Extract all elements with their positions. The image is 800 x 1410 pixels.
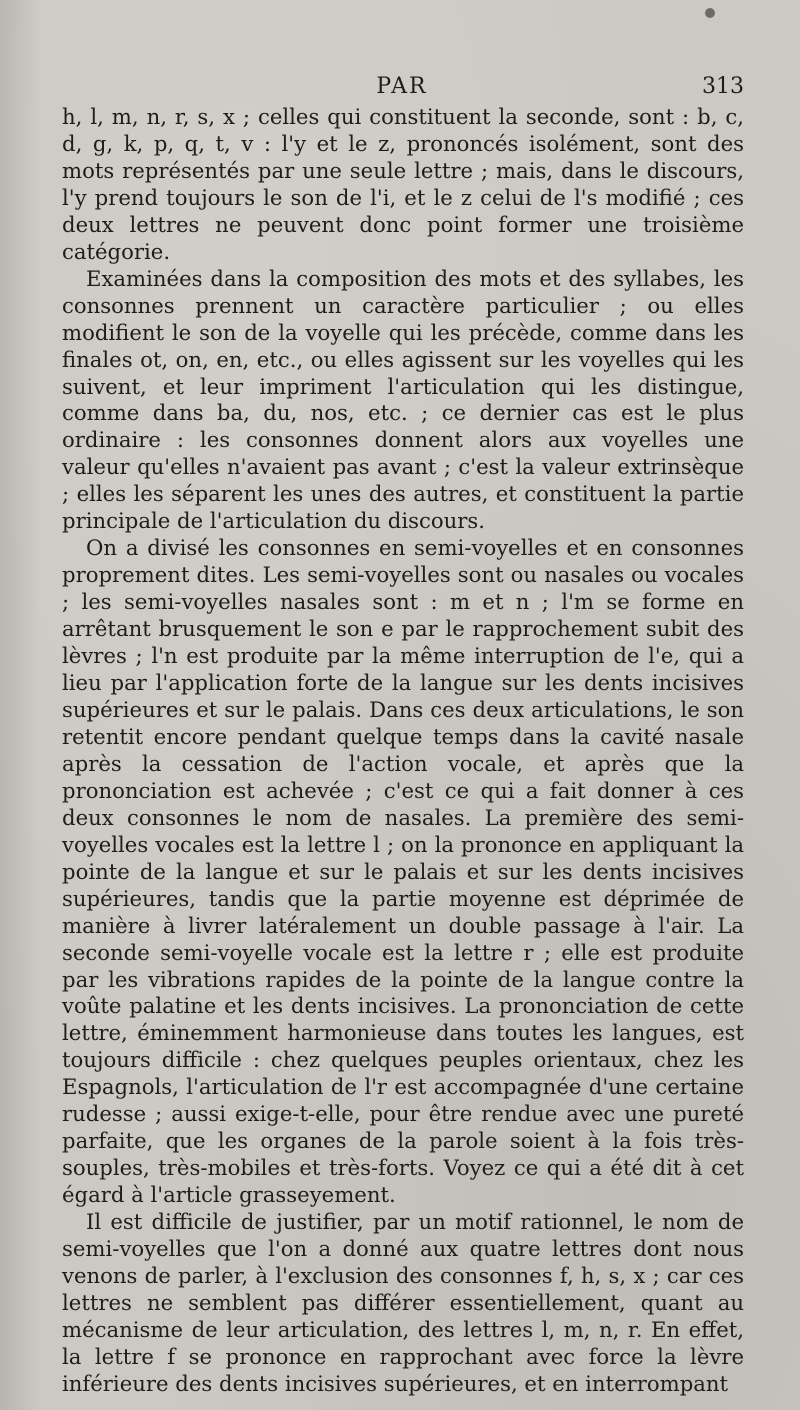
body-text	[62, 104, 744, 1398]
ink-spot	[705, 8, 715, 18]
page-edge-shadow	[0, 0, 40, 1410]
page-number: 313	[702, 74, 744, 99]
running-head	[60, 74, 744, 104]
paragraph-3: On a divisé les consonnes en semi-voyelles et en consonnes proprement dites. Les semi-voyelles sont ou nasales ou vocales ; les semi-voyelles nasales sont : m et n ; l'm se forme en arrêtant brusquement le son e par le rapprochement subit des lèvres ; l'n est produite par la même interruption de l'e, qui a lieu par l'application forte de la langue sur les dents incisives supérieures et sur le palais. Dans ces deux articulations, le son retentit encore pendant quelque temps dans la cavité nasale après la cessation de l'action vocale, et après que la prononciation est achevée ; c'est ce qui a fait donner à ces deux consonnes le nom de nasales. La première des semi-voyelles vocales est la lettre l ; on la prononce en appliquant la pointe de la langue et sur le palais et sur les dents incisives supérieures, tandis que la partie moyenne est déprimée de manière à livrer latéralement un double passage à l'air. La seconde semi-voyelle vocale est la lettre r ; elle est produite par les vibrations rapides de la pointe de la langue contre la voûte palatine et les dents incisives. La prononciation de cette lettre, éminemment harmonieuse dans toutes les langues, est toujours difficile : chez quelques peuples orientaux, chez les Espagnols, l'articulation de l'r est accompagnée d'une certaine rudesse ; aussi exige-t-elle, pour être rendue avec une pureté parfaite, que les organes de la parole soient à la fois très-souples, très-mobiles et très-forts. Voyez ce qui a été dit à cet égard à l'article grasseyement.	[62, 535, 744, 1208]
paragraph-1: h, l, m, n, r, s, x ; celles qui constituent la seconde, sont : b, c, d, g, k, p, q, t, v : l'y et le z, prononcés isolément, sont des mots représentés par une seule lettre ; mais, dans le discours, l'y prend toujours le son de l'i, et le z celui de l's modifié ; ces deux lettres ne peuvent donc point former une troisième catégorie.	[62, 104, 744, 264]
running-title: PAR	[376, 74, 428, 99]
paragraph-4: Il est difficile de justifier, par un motif rationnel, le nom de semi-voyelles que l'on a donné aux quatre lettres dont nous venons de parler, à l'exclusion des consonnes f, h, s, x ; car ces lettres ne semblent pas différer essentiellement, quant au mécanisme de leur articulation, des lettres l, m, n, r. En effet, la lettre f se prononce en rapprochant avec force la lèvre inférieure des dents incisives supérieures, et en interrompant	[62, 1209, 744, 1396]
paragraph-2: Examinées dans la composition des mots et des syllabes, les consonnes prennent un caractère particulier ; ou elles modifient le son de la voyelle qui les précède, comme dans les finales ot, on, en, etc., ou elles agissent sur les voyelles qui les suivent, et leur impriment l'articulation qui les distingue, comme dans ba, du, nos, etc. ; ce dernier cas est le plus ordinaire : les consonnes donnent alors aux voyelles une valeur qu'elles n'avaient pas avant ; c'est la valeur extrinsèque ; elles les séparent les unes des autres, et constituent la partie principale de l'articulation du discours.	[62, 265, 744, 534]
